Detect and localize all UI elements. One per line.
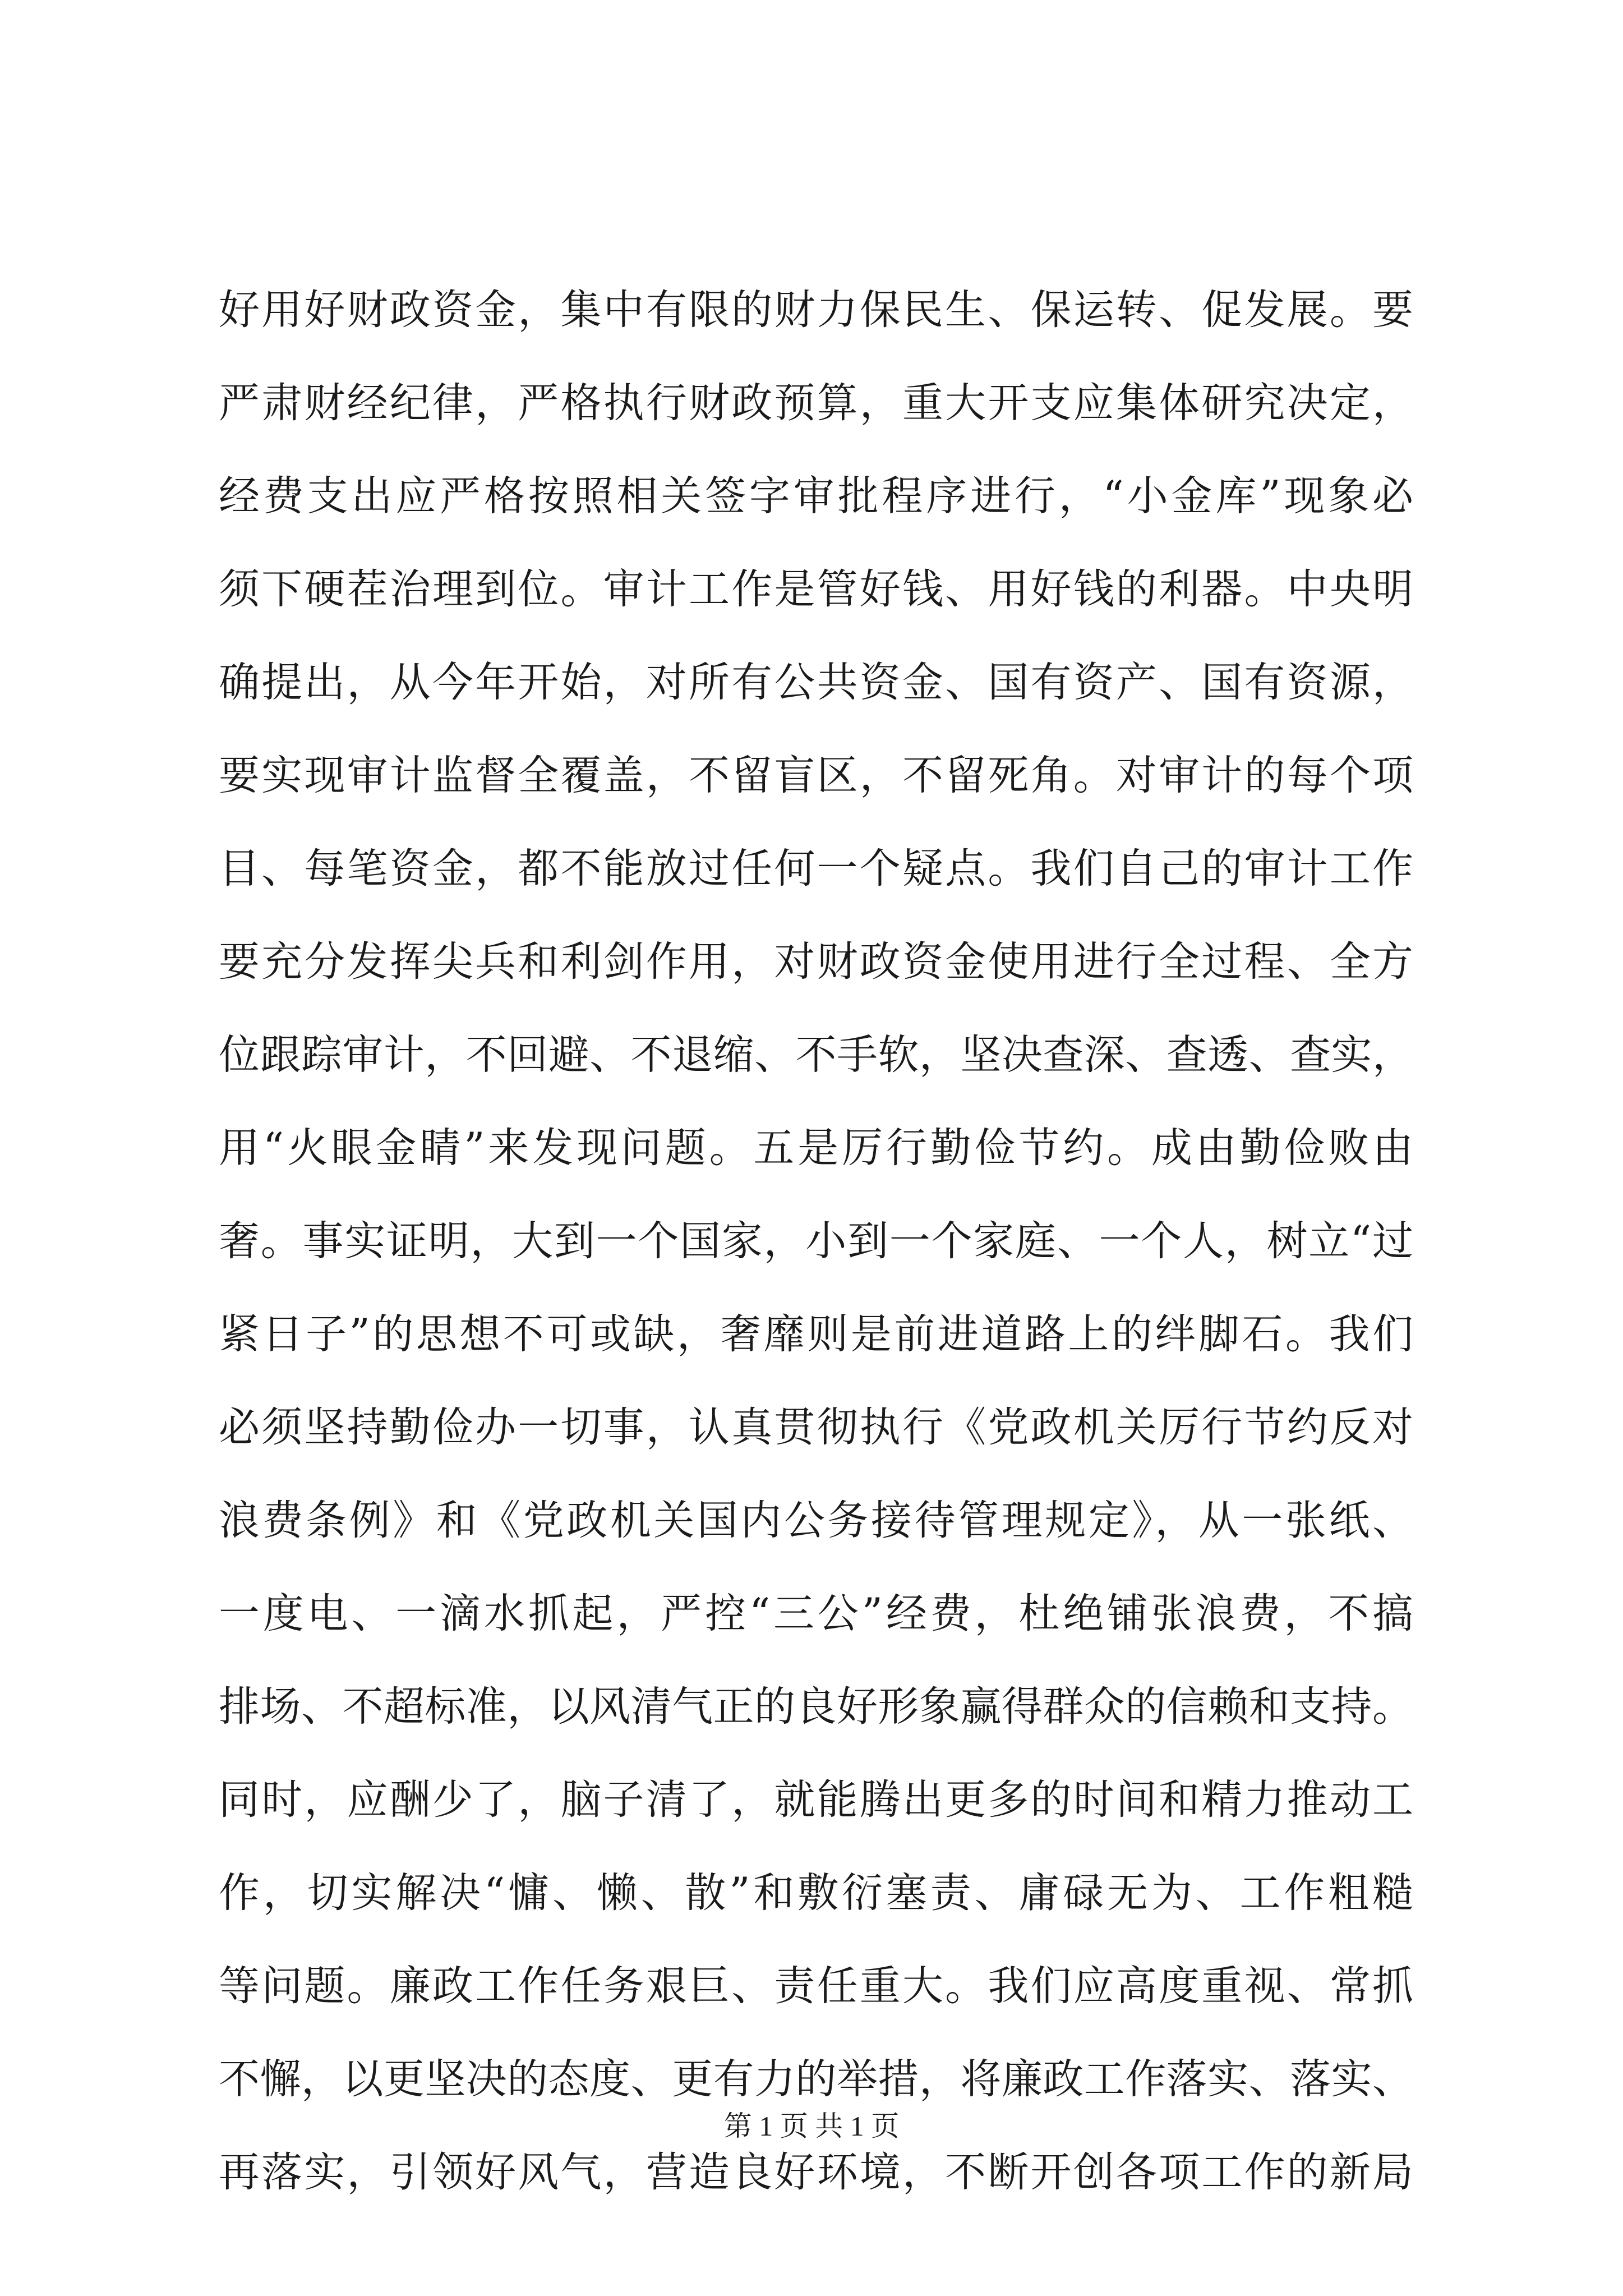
page-footer xyxy=(0,2106,1623,2146)
text-line: 用“火眼金睛”来发现问题。五是厉行勤俭节约。成由勤俭败由 xyxy=(219,1124,1413,1172)
text-line: 确提出，从今年开始，对所有公共资金、国有资产、国有资源， xyxy=(219,659,1413,706)
text-line: 经费支出应严格按照相关签字审批程序进行，“小金库”现象必 xyxy=(219,472,1413,520)
text-line: 排场、不超标准，以风清气正的良好形象赢得群众的信赖和支持。 xyxy=(219,1683,1413,1731)
text-line: 作，切实解决“慵、懒、散”和敷衍塞责、庸碌无为、工作粗糙 xyxy=(219,1869,1413,1917)
text-line: 要实现审计监督全覆盖，不留盲区，不留死角。对审计的每个项 xyxy=(219,752,1413,799)
text-line: 再落实，引领好风气，营造良好环境，不断开创各项工作的新局 xyxy=(219,2148,1413,2196)
text-line: 一度电、一滴水抓起，严控“三公”经费，杜绝铺张浪费，不搞 xyxy=(219,1590,1413,1637)
text-line: 要充分发挥尖兵和利剑作用，对财政资金使用进行全过程、全方 xyxy=(219,938,1413,986)
body-text xyxy=(219,264,1413,2219)
text-line: 奢。事实证明，大到一个国家，小到一个家庭、一个人，树立“过 xyxy=(219,1217,1413,1265)
text-line: 位跟踪审计，不回避、不退缩、不手软，坚决查深、查透、查实， xyxy=(219,1031,1413,1079)
text-line: 紧日子”的思想不可或缺，奢靡则是前进道路上的绊脚石。我们 xyxy=(219,1310,1413,1358)
text-line: 不懈，以更坚决的态度、更有力的举措，将廉政工作落实、落实、 xyxy=(219,2055,1413,2103)
text-line: 必须坚持勤俭办一切事，认真贯彻执行《党政机关厉行节约反对 xyxy=(219,1404,1413,1451)
text-line: 等问题。廉政工作任务艰巨、责任重大。我们应高度重视、常抓 xyxy=(219,1962,1413,2010)
text-line: 目、每笔资金，都不能放过任何一个疑点。我们自己的审计工作 xyxy=(219,845,1413,892)
text-line: 好用好财政资金，集中有限的财力保民生、保运转、促发展。要 xyxy=(219,286,1413,334)
page-number-label: 第 1 页 共 1 页 xyxy=(723,2110,900,2142)
text-line: 严肃财经纪律，严格执行财政预算，重大开支应集体研究决定， xyxy=(219,379,1413,427)
text-line: 浪费条例》和《党政机关国内公务接待管理规定》，从一张纸、 xyxy=(219,1497,1413,1544)
text-line: 须下硬茬治理到位。审计工作是管好钱、用好钱的利器。中央明 xyxy=(219,565,1413,613)
text-line: 同时，应酬少了，脑子清了，就能腾出更多的时间和精力推动工 xyxy=(219,1776,1413,1824)
